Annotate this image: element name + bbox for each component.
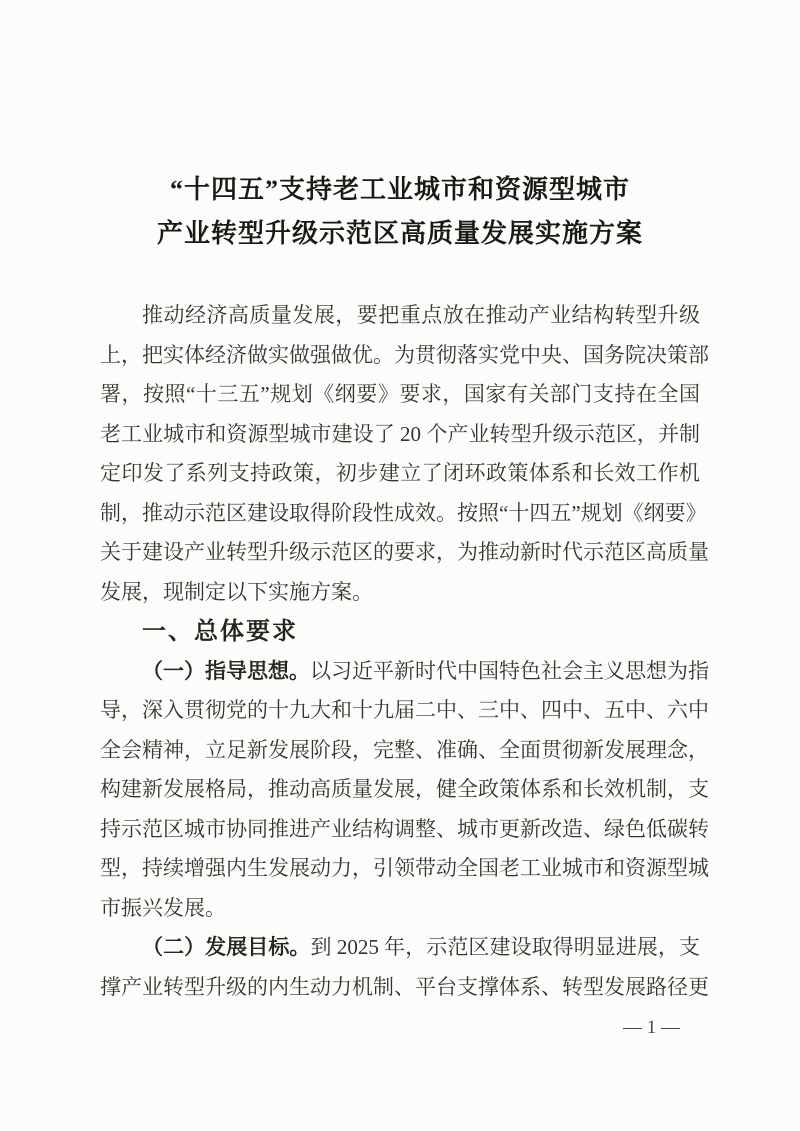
paragraph-3-line [100, 928, 700, 968]
page-number: — 1 — [623, 1017, 680, 1038]
title-line-2: 产业转型升级示范区高质量发展实施方案 [156, 219, 643, 248]
paragraph-1-line: 推动经济高质量发展，要把重点放在推动产业结构转型升级 [142, 303, 700, 327]
paragraph-1-line: 老工业城市和资源型城市建设了 20 个产业转型升级示范区，并制 [100, 421, 700, 446]
paragraph-2-line: 全会精神，立足新发展阶段，完整、准确、全面贯彻新发展理念， [100, 737, 709, 762]
paragraph-2-text: 以习近平新时代中国特色社会主义思想为指 [310, 658, 709, 683]
title-line-1: “十四五”支持老工业城市和资源型城市 [169, 175, 630, 204]
paragraph-1-line: 署，按照“十三五”规划《纲要》要求，国家有关部门支持在全国 [100, 382, 700, 406]
document-title [100, 168, 700, 256]
paragraph-2-line: 持示范区城市协同推进产业结构调整、城市更新改造、绿色低碳转 [100, 816, 709, 841]
document-body [100, 296, 709, 1007]
section-heading-1: 一、总体要求 [142, 618, 298, 645]
paragraph-2-line: 导，深入贯彻党的十九大和十九届二中、三中、四中、五中、六中 [100, 698, 709, 722]
paragraph-1-line: 关于建设产业转型升级示范区的要求，为推动新时代示范区高质量 [100, 540, 709, 564]
paragraph-2-line: 型，持续增强内生发展动力，引领带动全国老工业城市和资源型城 [100, 856, 709, 880]
paragraph-1-line: 上，把实体经济做实做强做优。为贯彻落实党中央、国务院决策部 [100, 342, 709, 367]
paragraph-1-line: 发展，现制定以下实施方案。 [100, 579, 373, 604]
paragraph-2-line: 构建新发展格局，推动高质量发展，健全政策体系和长效机制，支 [100, 777, 709, 801]
paragraph-2-line: 市振兴发展。 [100, 895, 226, 920]
subsection-heading-guiding-ideology: （一）指导思想。 [142, 658, 310, 683]
paragraph-1-line: 定印发了系列支持政策，初步建立了闭环政策体系和长效工作机 [100, 461, 700, 485]
subsection-heading-development-goals: （二）发展目标。 [142, 935, 311, 959]
paragraph-1-line: 制，推动示范区建设取得阶段性成效。按照“十四五”规划《纲要》 [100, 500, 707, 525]
paragraph-3-line: 撑产业转型升级的内生动力机制、平台支撑体系、转型发展路径更 [100, 974, 709, 999]
paragraph-2-line [100, 652, 709, 692]
paragraph-3-text: 到 2025 年，示范区建设取得明显进展，支 [310, 935, 701, 959]
